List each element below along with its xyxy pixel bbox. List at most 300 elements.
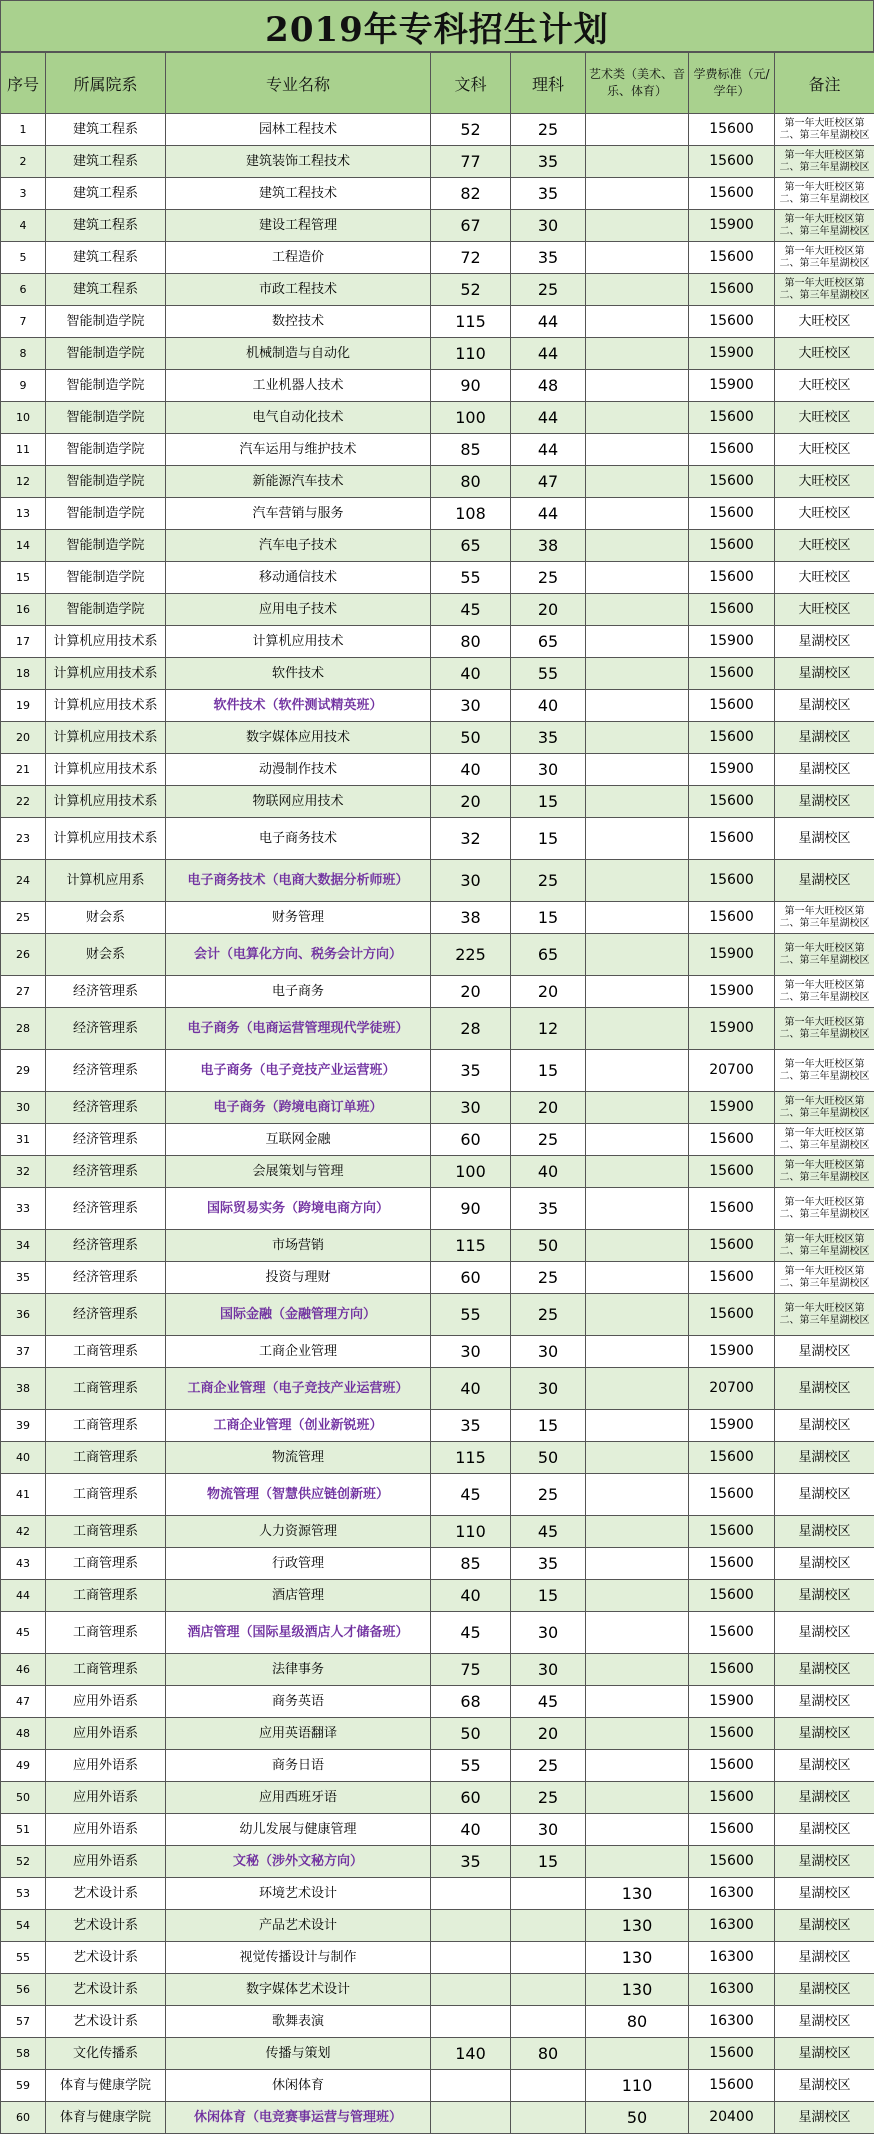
cell-wenke: 68: [431, 1686, 511, 1718]
cell-dept: 建筑工程系: [46, 114, 166, 146]
cell-like: 44: [511, 306, 586, 338]
cell-no: 16: [1, 594, 46, 626]
table-row: [1, 1336, 874, 1368]
cell-note: 大旺校区: [775, 402, 874, 434]
cell-dept: 智能制造学院: [46, 402, 166, 434]
cell-no: 14: [1, 530, 46, 562]
cell-note: 星湖校区: [775, 2070, 874, 2102]
page-title: 2019年专科招生计划: [0, 0, 874, 52]
cell-major: 会展策划与管理: [166, 1156, 431, 1188]
cell-like: 25: [511, 860, 586, 902]
cell-art: [586, 274, 689, 306]
cell-dept: 智能制造学院: [46, 338, 166, 370]
cell-art: [586, 1368, 689, 1410]
table-row: [1, 466, 874, 498]
table-row: [1, 1910, 874, 1942]
cell-dept: 经济管理系: [46, 1262, 166, 1294]
cell-art: 110: [586, 2070, 689, 2102]
cell-note: 星湖校区: [775, 1814, 874, 1846]
cell-art: 50: [586, 2102, 689, 2134]
cell-dept: 工商管理系: [46, 1368, 166, 1410]
cell-fee: 15600: [689, 860, 775, 902]
cell-like: 30: [511, 1814, 586, 1846]
cell-major: 电子商务（电商运营管理现代学徒班）: [166, 1008, 431, 1050]
cell-major: 动漫制作技术: [166, 754, 431, 786]
cell-like: 45: [511, 1686, 586, 1718]
cell-like: 25: [511, 114, 586, 146]
cell-major: 电子商务技术（电商大数据分析师班）: [166, 860, 431, 902]
cell-fee: 15600: [689, 786, 775, 818]
cell-dept: 工商管理系: [46, 1516, 166, 1548]
cell-no: 25: [1, 902, 46, 934]
cell-dept: 工商管理系: [46, 1580, 166, 1612]
cell-note: 大旺校区: [775, 434, 874, 466]
cell-note: 星湖校区: [775, 626, 874, 658]
cell-wenke: 50: [431, 722, 511, 754]
cell-note: 第一年大旺校区第二、第三年星湖校区: [775, 1230, 874, 1262]
cell-no: 44: [1, 1580, 46, 1612]
cell-note: 大旺校区: [775, 338, 874, 370]
cell-like: 35: [511, 242, 586, 274]
cell-no: 4: [1, 210, 46, 242]
cell-major: 建筑装饰工程技术: [166, 146, 431, 178]
cell-wenke: 115: [431, 306, 511, 338]
cell-wenke: 82: [431, 178, 511, 210]
cell-note: 第一年大旺校区第二、第三年星湖校区: [775, 976, 874, 1008]
cell-note: 星湖校区: [775, 818, 874, 860]
table-row: [1, 594, 874, 626]
cell-major: 法律事务: [166, 1654, 431, 1686]
table-row: [1, 1878, 874, 1910]
cell-no: 41: [1, 1474, 46, 1516]
cell-wenke: [431, 1910, 511, 1942]
cell-wenke: [431, 2102, 511, 2134]
cell-art: [586, 434, 689, 466]
cell-dept: 计算机应用技术系: [46, 626, 166, 658]
cell-dept: 建筑工程系: [46, 274, 166, 306]
cell-art: [586, 1846, 689, 1878]
cell-art: [586, 754, 689, 786]
cell-no: 8: [1, 338, 46, 370]
cell-fee: 15600: [689, 722, 775, 754]
enrollment-table: [0, 52, 874, 2134]
cell-no: 7: [1, 306, 46, 338]
cell-art: [586, 1092, 689, 1124]
cell-note: 星湖校区: [775, 1846, 874, 1878]
cell-like: [511, 2070, 586, 2102]
cell-note: 星湖校区: [775, 1942, 874, 1974]
cell-like: [511, 2006, 586, 2038]
cell-major: 商务日语: [166, 1750, 431, 1782]
header-major: 专业名称: [166, 53, 431, 114]
cell-dept: 经济管理系: [46, 1092, 166, 1124]
cell-wenke: 80: [431, 626, 511, 658]
cell-like: 15: [511, 1050, 586, 1092]
cell-fee: 20400: [689, 2102, 775, 2134]
cell-art: [586, 1336, 689, 1368]
cell-art: 130: [586, 1942, 689, 1974]
cell-dept: 建筑工程系: [46, 178, 166, 210]
cell-art: [586, 1654, 689, 1686]
cell-fee: 15600: [689, 178, 775, 210]
cell-like: [511, 1910, 586, 1942]
cell-dept: 计算机应用技术系: [46, 658, 166, 690]
cell-major: 应用西班牙语: [166, 1782, 431, 1814]
cell-like: 12: [511, 1008, 586, 1050]
cell-like: 44: [511, 402, 586, 434]
cell-dept: 应用外语系: [46, 1750, 166, 1782]
table-row: [1, 1262, 874, 1294]
cell-note: 星湖校区: [775, 1442, 874, 1474]
cell-fee: 15600: [689, 242, 775, 274]
cell-note: 星湖校区: [775, 690, 874, 722]
cell-wenke: 35: [431, 1846, 511, 1878]
cell-note: 第一年大旺校区第二、第三年星湖校区: [775, 114, 874, 146]
cell-like: 35: [511, 146, 586, 178]
cell-dept: 经济管理系: [46, 1156, 166, 1188]
cell-fee: 16300: [689, 1910, 775, 1942]
cell-no: 6: [1, 274, 46, 306]
cell-art: [586, 1188, 689, 1230]
cell-note: 星湖校区: [775, 1368, 874, 1410]
table-row: [1, 178, 874, 210]
cell-like: 25: [511, 562, 586, 594]
cell-wenke: 75: [431, 1654, 511, 1686]
cell-no: 42: [1, 1516, 46, 1548]
table-row: [1, 562, 874, 594]
cell-no: 22: [1, 786, 46, 818]
cell-fee: 15600: [689, 1612, 775, 1654]
cell-like: 25: [511, 1124, 586, 1156]
cell-wenke: 40: [431, 1580, 511, 1612]
cell-major: 传播与策划: [166, 2038, 431, 2070]
header-art: 艺术类（美术、音乐、体育）: [586, 53, 689, 114]
header-row: [1, 53, 874, 114]
cell-no: 47: [1, 1686, 46, 1718]
cell-art: [586, 1230, 689, 1262]
cell-wenke: 60: [431, 1262, 511, 1294]
cell-no: 3: [1, 178, 46, 210]
cell-art: [586, 1548, 689, 1580]
cell-major: 投资与理财: [166, 1262, 431, 1294]
cell-dept: 计算机应用技术系: [46, 818, 166, 860]
cell-like: 40: [511, 1156, 586, 1188]
cell-note: 第一年大旺校区第二、第三年星湖校区: [775, 1262, 874, 1294]
table-row: [1, 1188, 874, 1230]
cell-fee: 15900: [689, 1092, 775, 1124]
cell-no: 29: [1, 1050, 46, 1092]
cell-fee: 15900: [689, 1410, 775, 1442]
cell-fee: 15900: [689, 1686, 775, 1718]
table-row: [1, 306, 874, 338]
cell-dept: 工商管理系: [46, 1612, 166, 1654]
cell-major: 应用电子技术: [166, 594, 431, 626]
cell-fee: 15600: [689, 1442, 775, 1474]
cell-fee: 15600: [689, 2038, 775, 2070]
cell-no: 9: [1, 370, 46, 402]
cell-fee: 20700: [689, 1368, 775, 1410]
cell-art: [586, 338, 689, 370]
cell-dept: 建筑工程系: [46, 210, 166, 242]
cell-major: 汽车运用与维护技术: [166, 434, 431, 466]
cell-major: 物流管理（智慧供应链创新班）: [166, 1474, 431, 1516]
cell-like: 35: [511, 178, 586, 210]
cell-fee: 15600: [689, 1516, 775, 1548]
header-wenke: 文科: [431, 53, 511, 114]
cell-note: 星湖校区: [775, 1974, 874, 2006]
cell-art: [586, 178, 689, 210]
cell-no: 23: [1, 818, 46, 860]
cell-art: [586, 1262, 689, 1294]
cell-fee: 20700: [689, 1050, 775, 1092]
cell-dept: 工商管理系: [46, 1442, 166, 1474]
cell-wenke: 80: [431, 466, 511, 498]
cell-note: 星湖校区: [775, 860, 874, 902]
cell-like: 40: [511, 690, 586, 722]
cell-no: 34: [1, 1230, 46, 1262]
cell-art: [586, 530, 689, 562]
cell-dept: 体育与健康学院: [46, 2102, 166, 2134]
table-row: [1, 902, 874, 934]
cell-major: 市政工程技术: [166, 274, 431, 306]
cell-no: 5: [1, 242, 46, 274]
cell-wenke: [431, 1974, 511, 2006]
cell-major: 休闲体育: [166, 2070, 431, 2102]
cell-major: 园林工程技术: [166, 114, 431, 146]
cell-no: 10: [1, 402, 46, 434]
cell-note: 星湖校区: [775, 2006, 874, 2038]
cell-no: 13: [1, 498, 46, 530]
cell-major: 商务英语: [166, 1686, 431, 1718]
cell-wenke: 28: [431, 1008, 511, 1050]
table-row: [1, 242, 874, 274]
cell-wenke: 45: [431, 1474, 511, 1516]
table-row: [1, 1050, 874, 1092]
cell-dept: 经济管理系: [46, 1230, 166, 1262]
cell-dept: 应用外语系: [46, 1846, 166, 1878]
table-row: [1, 1092, 874, 1124]
cell-art: [586, 1442, 689, 1474]
cell-note: 星湖校区: [775, 2102, 874, 2134]
table-row: [1, 658, 874, 690]
cell-wenke: 20: [431, 786, 511, 818]
cell-major: 建设工程管理: [166, 210, 431, 242]
cell-dept: 智能制造学院: [46, 562, 166, 594]
cell-wenke: 40: [431, 1368, 511, 1410]
table-row: [1, 1612, 874, 1654]
cell-art: [586, 306, 689, 338]
cell-no: 45: [1, 1612, 46, 1654]
table-row: [1, 626, 874, 658]
cell-fee: 15900: [689, 210, 775, 242]
cell-fee: 15900: [689, 370, 775, 402]
header-no: 序号: [1, 53, 46, 114]
cell-major: 酒店管理: [166, 1580, 431, 1612]
cell-major: 产品艺术设计: [166, 1910, 431, 1942]
cell-note: 第一年大旺校区第二、第三年星湖校区: [775, 242, 874, 274]
cell-art: [586, 1050, 689, 1092]
cell-like: 35: [511, 722, 586, 754]
cell-art: [586, 722, 689, 754]
cell-wenke: 85: [431, 434, 511, 466]
cell-wenke: 85: [431, 1548, 511, 1580]
cell-major: 互联网金融: [166, 1124, 431, 1156]
cell-major: 文秘（涉外文秘方向）: [166, 1846, 431, 1878]
cell-art: [586, 562, 689, 594]
cell-fee: 15600: [689, 690, 775, 722]
cell-no: 21: [1, 754, 46, 786]
cell-fee: 15900: [689, 976, 775, 1008]
cell-art: [586, 934, 689, 976]
cell-note: 第一年大旺校区第二、第三年星湖校区: [775, 1092, 874, 1124]
cell-fee: 15600: [689, 1782, 775, 1814]
cell-art: [586, 1612, 689, 1654]
cell-like: 50: [511, 1230, 586, 1262]
cell-major: 工商企业管理（创业新锐班）: [166, 1410, 431, 1442]
cell-note: 大旺校区: [775, 466, 874, 498]
cell-art: [586, 1686, 689, 1718]
cell-art: 130: [586, 1974, 689, 2006]
cell-fee: 16300: [689, 1974, 775, 2006]
cell-note: 星湖校区: [775, 786, 874, 818]
cell-major: 电子商务技术: [166, 818, 431, 860]
header-fee: 学费标准（元/学年）: [689, 53, 775, 114]
cell-no: 24: [1, 860, 46, 902]
cell-note: 第一年大旺校区第二、第三年星湖校区: [775, 1156, 874, 1188]
cell-no: 28: [1, 1008, 46, 1050]
cell-wenke: [431, 1942, 511, 1974]
cell-like: [511, 1974, 586, 2006]
cell-dept: 工商管理系: [46, 1548, 166, 1580]
table-row: [1, 434, 874, 466]
cell-wenke: 30: [431, 1336, 511, 1368]
cell-fee: 15900: [689, 934, 775, 976]
cell-art: [586, 1156, 689, 1188]
cell-like: [511, 1942, 586, 1974]
cell-major: 酒店管理（国际星级酒店人才储备班）: [166, 1612, 431, 1654]
cell-like: 25: [511, 1782, 586, 1814]
cell-no: 36: [1, 1294, 46, 1336]
table-row: [1, 1516, 874, 1548]
table-row: [1, 1654, 874, 1686]
cell-like: 20: [511, 1092, 586, 1124]
cell-dept: 建筑工程系: [46, 242, 166, 274]
cell-like: 47: [511, 466, 586, 498]
cell-dept: 计算机应用技术系: [46, 722, 166, 754]
cell-no: 60: [1, 2102, 46, 2134]
table-row: [1, 934, 874, 976]
cell-note: 星湖校区: [775, 1548, 874, 1580]
cell-like: 20: [511, 1718, 586, 1750]
cell-like: [511, 1878, 586, 1910]
table-row: [1, 274, 874, 306]
cell-wenke: 60: [431, 1782, 511, 1814]
cell-no: 53: [1, 1878, 46, 1910]
cell-dept: 智能制造学院: [46, 530, 166, 562]
cell-no: 40: [1, 1442, 46, 1474]
cell-note: 大旺校区: [775, 530, 874, 562]
cell-dept: 经济管理系: [46, 1294, 166, 1336]
cell-dept: 经济管理系: [46, 1188, 166, 1230]
cell-dept: 智能制造学院: [46, 306, 166, 338]
cell-no: 52: [1, 1846, 46, 1878]
cell-wenke: 67: [431, 210, 511, 242]
cell-major: 汽车营销与服务: [166, 498, 431, 530]
cell-art: [586, 690, 689, 722]
cell-no: 59: [1, 2070, 46, 2102]
table-row: [1, 1474, 874, 1516]
cell-major: 市场营销: [166, 1230, 431, 1262]
cell-major: 数字媒体艺术设计: [166, 1974, 431, 2006]
cell-major: 工业机器人技术: [166, 370, 431, 402]
cell-like: 15: [511, 1410, 586, 1442]
cell-note: 第一年大旺校区第二、第三年星湖校区: [775, 1050, 874, 1092]
cell-major: 国际贸易实务（跨境电商方向）: [166, 1188, 431, 1230]
cell-fee: 15600: [689, 1262, 775, 1294]
cell-art: [586, 1782, 689, 1814]
cell-dept: 工商管理系: [46, 1474, 166, 1516]
cell-fee: 16300: [689, 2006, 775, 2038]
cell-like: 15: [511, 1580, 586, 1612]
cell-dept: 应用外语系: [46, 1814, 166, 1846]
cell-no: 26: [1, 934, 46, 976]
cell-major: 行政管理: [166, 1548, 431, 1580]
table-row: [1, 370, 874, 402]
cell-dept: 计算机应用技术系: [46, 754, 166, 786]
table-row: [1, 1008, 874, 1050]
cell-major: 视觉传播设计与制作: [166, 1942, 431, 1974]
cell-note: 第一年大旺校区第二、第三年星湖校区: [775, 146, 874, 178]
table-row: [1, 498, 874, 530]
cell-like: 20: [511, 594, 586, 626]
table-row: [1, 1442, 874, 1474]
cell-like: 25: [511, 1750, 586, 1782]
cell-dept: 财会系: [46, 902, 166, 934]
cell-dept: 工商管理系: [46, 1410, 166, 1442]
cell-major: 电子商务（电子竞技产业运营班）: [166, 1050, 431, 1092]
cell-no: 15: [1, 562, 46, 594]
cell-note: 星湖校区: [775, 658, 874, 690]
cell-art: [586, 818, 689, 860]
cell-dept: 应用外语系: [46, 1718, 166, 1750]
table-row: [1, 1368, 874, 1410]
cell-major: 软件技术: [166, 658, 431, 690]
table-row: [1, 1156, 874, 1188]
cell-dept: 艺术设计系: [46, 1878, 166, 1910]
cell-fee: 15600: [689, 1156, 775, 1188]
table-row: [1, 722, 874, 754]
cell-fee: 15600: [689, 1654, 775, 1686]
cell-fee: 15600: [689, 1124, 775, 1156]
cell-art: [586, 860, 689, 902]
cell-major: 休闲体育（电竞赛事运营与管理班）: [166, 2102, 431, 2134]
cell-dept: 建筑工程系: [46, 146, 166, 178]
cell-art: [586, 210, 689, 242]
cell-wenke: 65: [431, 530, 511, 562]
cell-like: 25: [511, 1262, 586, 1294]
cell-like: 15: [511, 786, 586, 818]
cell-like: 65: [511, 626, 586, 658]
cell-no: 54: [1, 1910, 46, 1942]
cell-major: 软件技术（软件测试精英班）: [166, 690, 431, 722]
cell-fee: 15600: [689, 434, 775, 466]
table-row: [1, 1410, 874, 1442]
cell-art: [586, 1124, 689, 1156]
cell-art: [586, 466, 689, 498]
cell-wenke: 60: [431, 1124, 511, 1156]
table-row: [1, 1942, 874, 1974]
cell-art: [586, 146, 689, 178]
